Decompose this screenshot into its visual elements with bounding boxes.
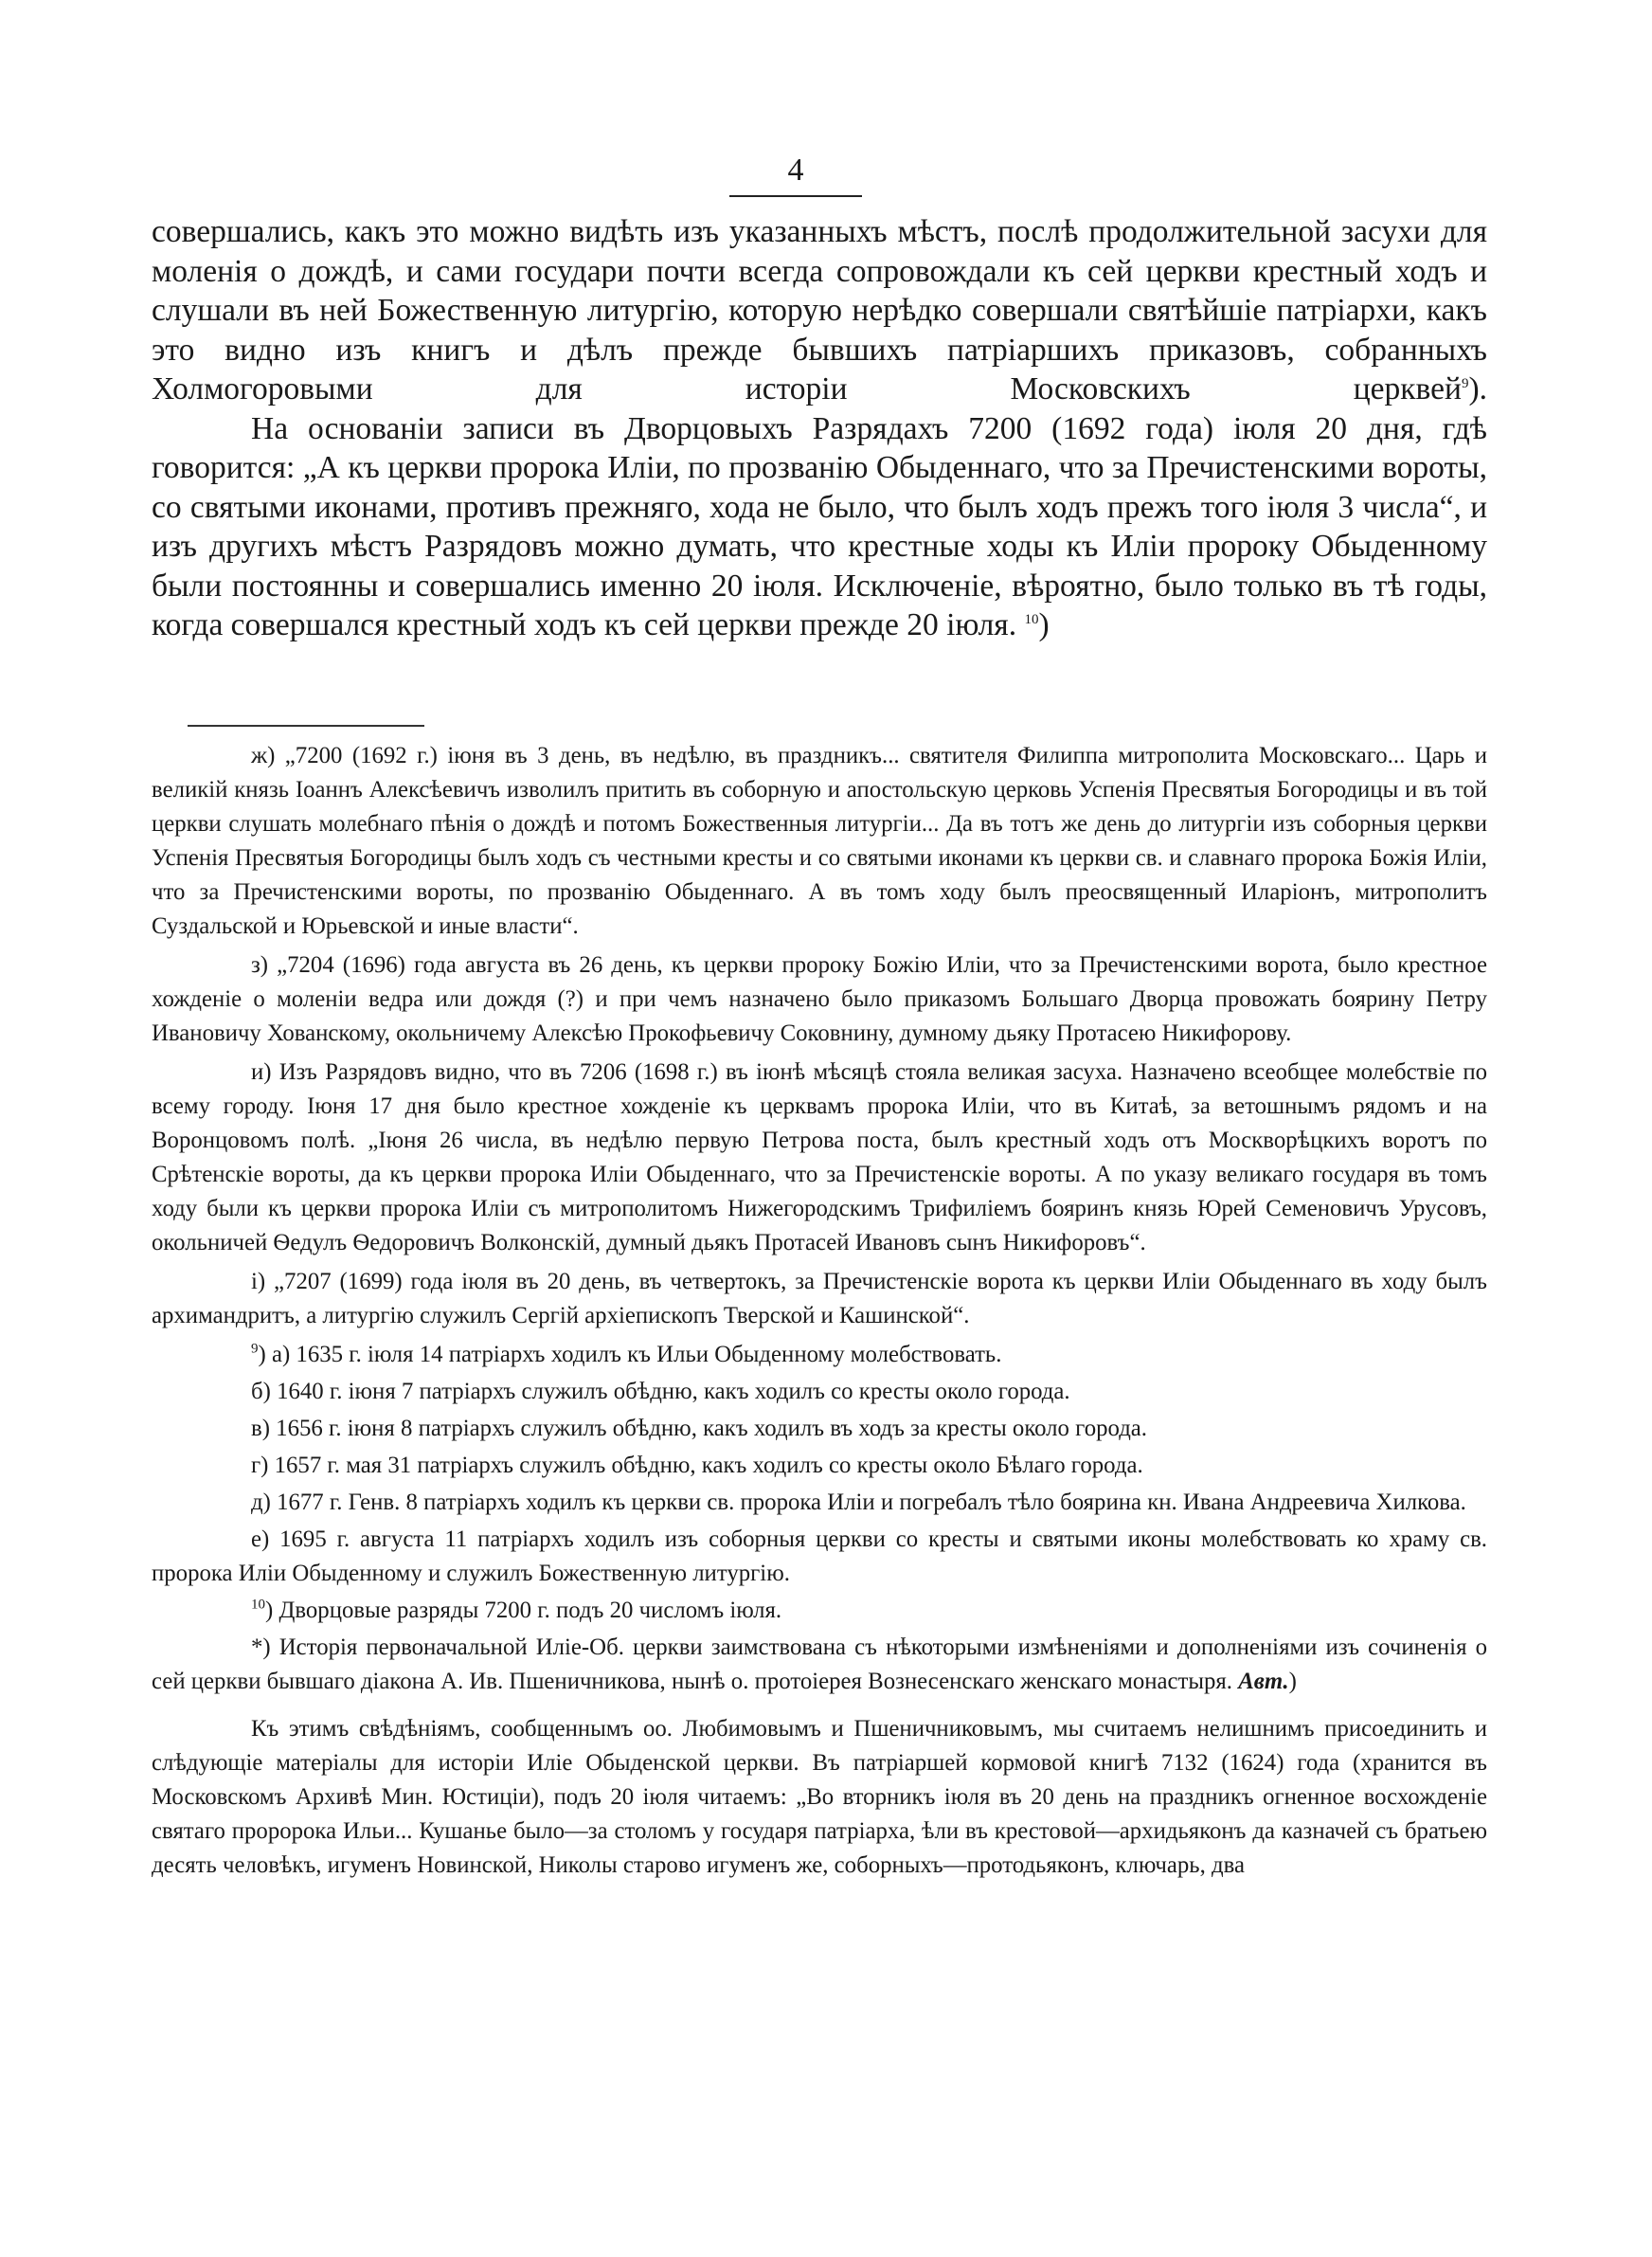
footnote-10-marker: 10: [251, 1597, 265, 1613]
main-paragraph-1: [152, 212, 1487, 409]
main-text: [152, 212, 1487, 645]
main-paragraph-1-end: ).: [1468, 371, 1487, 406]
page-number: 4: [787, 153, 804, 188]
page-header: [729, 152, 862, 197]
footnote-i-dot: і) „7207 (1699) года іюля въ 20 день, въ четвертокъ, за Пречистенскіе ворота къ церкви Иліи Обыденнаго въ ходу былъ архимандритъ, а литургію служилъ Сергій архіепископъ Тверской и Кашинской“.: [152, 1269, 1487, 1328]
footnotes: [152, 739, 1487, 1887]
footnote-star: [152, 1631, 1487, 1699]
footnote-10: [152, 1594, 1487, 1628]
footnote-9-a: [152, 1338, 1487, 1372]
footnote-separator: [188, 725, 424, 727]
footnote-ref-9: 9: [1461, 375, 1469, 391]
footnote-9-a-text: ) а) 1635 г. іюля 14 патріархъ ходилъ къ Ильи Обыденному молебствовать.: [258, 1342, 1002, 1367]
footnote-i: и) Изъ Разрядовъ видно, что въ 7206 (1698 г.) въ іюнѣ мѣсяцѣ стояла великая засуха. Назначено всеобщее молебствіе по всему городу. Іюня 17 дня было крестное хожденіе къ церквамъ пророка Иліи, что въ Китаѣ, за ветошнымъ рядомъ и на Воронцовомъ полѣ. „Іюня 26 числа, въ недѣлю первую Петрова поста, былъ крестный ходъ отъ Москворѣцкихъ воротъ по Срѣтенскіе вороты, да къ церкви пророка Иліи Обыденнаго, что за Пречистенскіе вороты. А по указу великаго государя въ томъ ходу были къ церкви пророка Иліи съ митрополитомъ Нижегородскимъ Трифиліемъ бояринъ князь Юрей Семеновичъ Урусовъ, окольничей Ѳедулъ Ѳедоровичъ Волконскій, думный дьякъ Протасей Ивановъ сынъ Никифоровъ“.: [152, 1059, 1487, 1255]
addendum-paragraph: Къ этимъ свѣдѣніямъ, сообщеннымъ оо. Любимовымъ и Пшеничниковымъ, мы считаемъ нелишнимъ присоединить и слѣдующіе матеріалы для исторіи Иліе Обыденской церкви. Въ патріаршей кормовой книгѣ 7132 (1624) года (хранится въ Московскомъ Архивѣ Мин. Юстиціи), подъ 20 іюля читаемъ: „Во вторникъ іюля въ 20 день на праздникъ огненное восхожденіе святаго проророка Ильи... Кушанье было—за столомъ у государя патріарха, ѣли въ крестовой—архидьяконъ да казначей съ братьею десять человѣкъ, игуменъ Новинской, Николы старово игуменъ же, соборныхъ—протодьяконъ, ключарь, два: [152, 1716, 1487, 1878]
footnote-9-b: б) 1640 г. іюня 7 патріархъ служилъ обѣдню, какъ ходилъ со кресты около города.: [251, 1379, 1070, 1404]
main-paragraph-2: [152, 409, 1487, 645]
footnote-9-g: г) 1657 г. мая 31 патріархъ служилъ обѣдню, какъ ходилъ со кресты около Бѣлаго города.: [251, 1453, 1143, 1478]
footnote-star-author: Авт.: [1238, 1669, 1289, 1694]
footnote-10-text: ) Дворцовые разряды 7200 г. подъ 20 числомъ іюля.: [265, 1598, 782, 1623]
main-paragraph-1-text: совершались, какъ это можно видѣть изъ указанныхъ мѣстъ, послѣ продолжительной засухи для моленія о дождѣ, и сами государи почти всегда сопровождали къ сей церкви крестный ходъ и слушали въ ней Божественную литургію, которую нерѣдко совершали святѣйшіе патріархи, какъ это видно изъ книгъ и дѣлъ прежде бывшихъ патріаршихъ приказовъ, собранныхъ Холмогоровыми для исторіи Московскихъ церквей: [152, 214, 1487, 406]
footnote-9-d: д) 1677 г. Генв. 8 патріархъ ходилъ къ церкви св. пророка Иліи и погребалъ тѣло боярина кн. Ивана Андреевича Хилкова.: [251, 1490, 1466, 1515]
main-paragraph-2-text: На основаніи записи въ Дворцовыхъ Разрядахъ 7200 (1692 года) іюля 20 дня, гдѣ говорится: „А къ церкви пророка Иліи, по прозванію Обыденнаго, что за Пречистенскими вороты, со святыми иконами, противъ прежняго, хода не было, что былъ ходъ прежъ того іюля 3 числа“, и изъ другихъ мѣстъ Разрядовъ можно думать, что крестные ходы къ Иліи пророку Обыденному были постоянны и совершались именно 20 іюля. Исключеніе, вѣроятно, было только въ тѣ годы, когда совершался крестный ходъ къ сей церкви прежде 20 іюля.: [152, 410, 1487, 642]
main-paragraph-2-end: ): [1038, 607, 1050, 642]
footnote-9-v: в) 1656 г. іюня 8 патріархъ служилъ обѣдню, какъ ходилъ въ ходъ за кресты около города.: [251, 1416, 1148, 1441]
footnote-star-text: *) Исторія первоначальной Иліе-Об. церкви заимствована съ нѣкоторыми измѣненіями и дополненіями изъ сочиненія о сей церкви бывшаго діакона А. Ив. Пшеничникова, нынѣ о. протоіерея Вознесенскаго женскаго монастыря.: [152, 1634, 1487, 1694]
footnote-zh: ж) „7200 (1692 г.) іюня въ 3 день, въ недѣлю, въ праздникъ... святителя Филиппа митрополита Московскаго... Царь и великій князь Іоаннъ Алексѣевичъ изволилъ притить въ соборную и апостольскую церковь Успенія Пресвятыя Богородицы и въ той церкви слушать молебнаго пѣнія о дождѣ и потомъ Божественныя литургіи... Да въ тотъ же день до литургіи изъ соборныя церкви Успенія Пресвятыя Богородицы былъ ходъ съ честными кресты и со святыми иконами къ церкви св. и славнаго пророка Божія Иліи, что за Пречистенскими вороты, по прозванію Обыденнаго. А въ томъ ходу былъ преосвященный Иларіонъ, митрополитъ Суздальской и Юрьевской и иные власти“.: [152, 743, 1487, 939]
footnote-star-end: ): [1288, 1669, 1297, 1694]
header-rule: [729, 195, 862, 197]
footnote-9-marker: 9: [251, 1341, 259, 1357]
footnote-ref-10: 10: [1024, 611, 1039, 627]
footnote-z: з) „7204 (1696) года августа въ 26 день, къ церкви пророку Божію Иліи, что за Пречистенскими ворота, было крестное хожденіе о моленіи ведра или дождя (?) и при чемъ назначено было приказомъ Большаго Дворца провожать боярину Петру Ивановичу Хованскому, окольничему Алексѣю Прокофьевичу Соковнину, думному дьяку Протасею Никифорову.: [152, 952, 1487, 1046]
footnote-9-e: е) 1695 г. августа 11 патріархъ ходилъ изъ соборныя церкви со кресты и святыми иконы молебствовать ко храму св. пророка Иліи Обыденному и служилъ Божественную литургію.: [152, 1526, 1487, 1586]
